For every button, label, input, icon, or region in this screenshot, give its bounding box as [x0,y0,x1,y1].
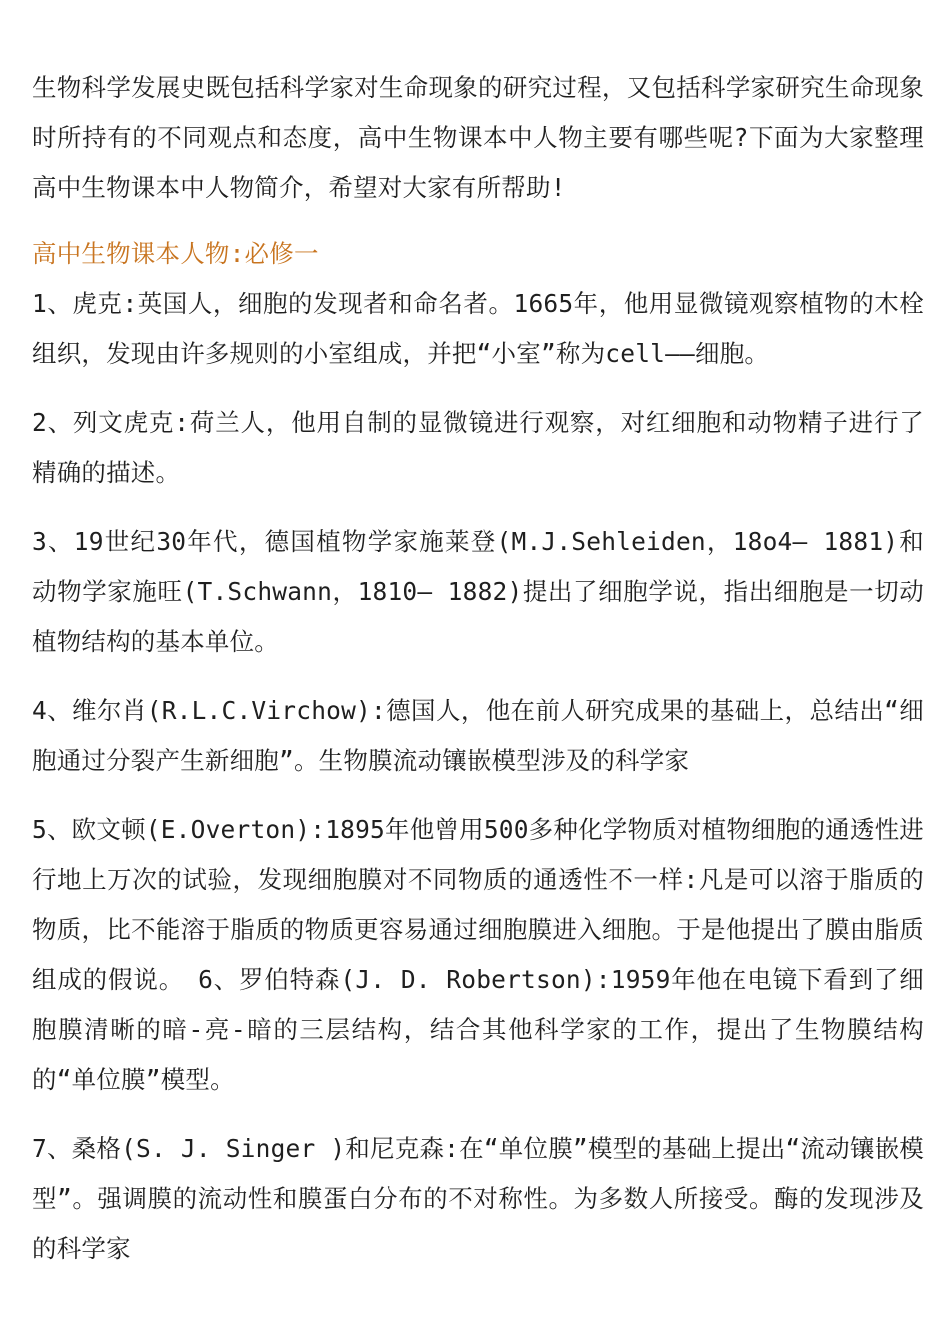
paragraph-5-6 [32,805,924,1105]
document-body [32,63,924,1293]
paragraph-1: 1、虎克:英国人，细胞的发现者和命名者。1665年，他用显微镜观察植物的木栓组织，发现由许多规则的小室组成，并把“小室”称为cell——细胞。 [32,289,924,368]
paragraph-6: 6、罗伯特森(J. D. Robertson):1959年他在电镜下看到了细胞膜清晰的暗-亮-暗的三层结构，结合其他科学家的工作，提出了生物膜结构的“单位膜”模型。 [32,965,924,1094]
paragraph-5: 5、欧文顿(E.Overton):1895年他曾用500多种化学物质对植物细胞的通透性进行地上万次的试验，发现细胞膜对不同物质的通透性不一样:凡是可以溶于脂质的物质，比不能溶于脂质的物质更容易通过细胞膜进入细胞。于是他提出了膜由脂质组成的假说。 [32,815,924,994]
paragraph-7: 7、桑格(S. J. Singer )和尼克森:在“单位膜”模型的基础上提出“流动镶嵌模型”。强调膜的流动性和膜蛋白分布的不对称性。为多数人所接受。酶的发现涉及的科学家 [32,1134,924,1263]
paragraph-4: 4、维尔肖(R.L.C.Virchow):德国人，他在前人研究成果的基础上，总结出“细胞通过分裂产生新细胞”。生物膜流动镶嵌模型涉及的科学家 [32,696,924,775]
paragraph-3: 3、19世纪30年代，德国植物学家施莱登(M.J.Sehleiden，18o4— 1881)和动物学家施旺(T.Schwann，1810— 1882)提出了细胞学说，指出细胞是一切动植物结构的基本单位。 [32,527,924,656]
paragraph-2: 2、列文虎克:荷兰人，他用自制的显微镜进行观察，对红细胞和动物精子进行了精确的描述。 [32,408,924,487]
intro-paragraph: 生物科学发展史既包括科学家对生命现象的研究过程，又包括科学家研究生命现象时所持有的不同观点和态度，高中生物课本中人物主要有哪些呢?下面为大家整理高中生物课本中人物简介，希望对大家有所帮助! [32,73,924,202]
section-heading: 高中生物课本人物:必修一 [32,239,319,268]
